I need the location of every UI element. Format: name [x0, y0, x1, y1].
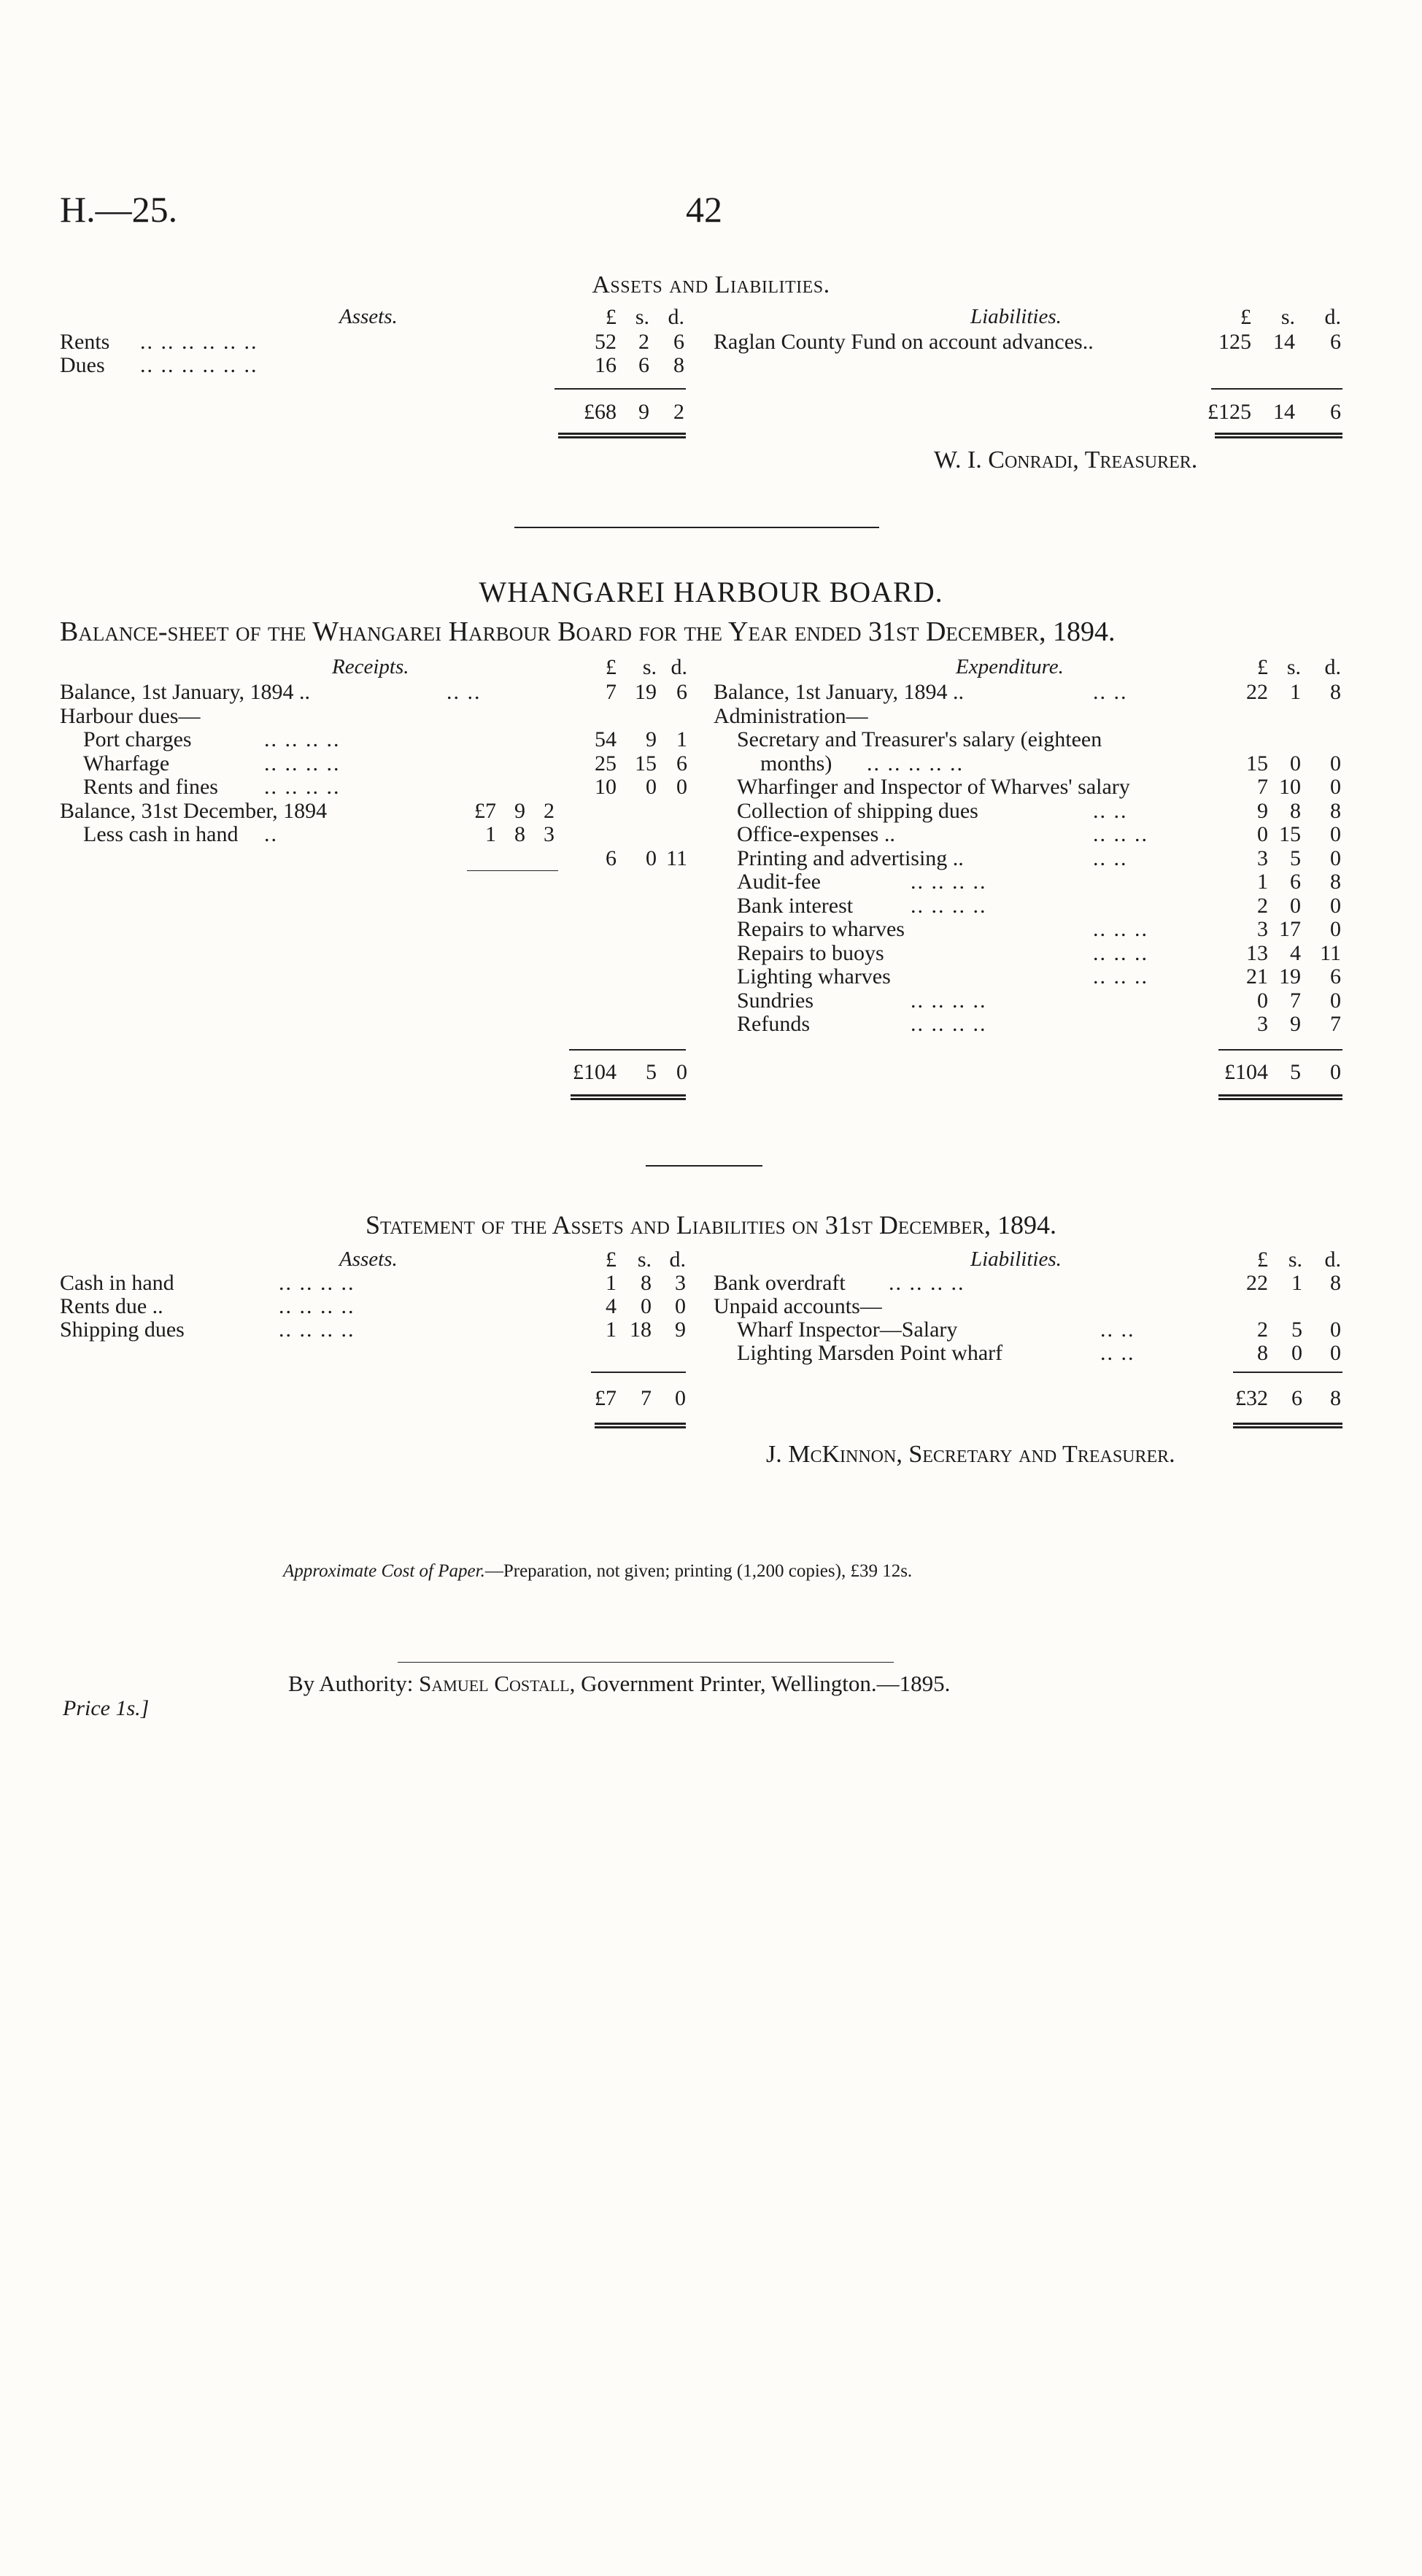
liability-label: Wharf Inspector—Salary — [737, 1318, 958, 1342]
total-amount: 6 — [1330, 400, 1341, 424]
expenditure-amount: 19 — [1279, 964, 1301, 989]
receipt-row — [60, 727, 702, 751]
expenditure-amount: 11 — [1320, 940, 1341, 965]
expenditure-row — [714, 799, 1356, 823]
leader-dots: .. .. .. .. — [264, 775, 341, 799]
receipt-amount: 0 — [646, 846, 657, 870]
currency-unit: £ — [606, 655, 617, 679]
asset-amount: 6 — [638, 353, 649, 377]
total-amount: 2 — [673, 400, 684, 424]
expenditure-label: Balance, 1st January, 1894 .. — [714, 680, 964, 704]
section-divider — [646, 1165, 762, 1167]
board-heading: WHANGAREI HARBOUR BOARD. — [479, 576, 943, 608]
liabilities-heading: Liabilities. — [970, 305, 1062, 328]
expenditure-amount: 4 — [1290, 940, 1301, 965]
total-amount: 0 — [675, 1386, 686, 1410]
expenditure-amount: 13 — [1246, 940, 1268, 965]
asset-row — [60, 330, 687, 354]
expenditure-label: Secretary and Treasurer's salary (eighteen — [737, 727, 1102, 751]
asset-row — [60, 1271, 702, 1295]
total-amount: £104 — [573, 1060, 617, 1084]
total-amount: 14 — [1273, 400, 1295, 424]
expenditure-amount: 0 — [1330, 775, 1341, 799]
leader-dots: .. .. .. — [1093, 822, 1148, 846]
leader-dots: .. .. .. — [1093, 940, 1148, 965]
receipt-label: Port charges — [83, 727, 192, 751]
currency-unit: d. — [671, 655, 687, 679]
total-amount: 5 — [646, 1060, 657, 1084]
receipt-amount: 6 — [676, 680, 687, 704]
expenditure-label: Audit-fee — [737, 870, 821, 894]
expenditure-row — [714, 775, 1356, 799]
liability-amount: 22 — [1246, 1271, 1268, 1295]
asset-amount: 0 — [675, 1294, 686, 1318]
receipt-row — [60, 704, 702, 728]
liability-label: Bank overdraft — [714, 1271, 846, 1295]
printer-name: Samuel Costall — [419, 1671, 570, 1696]
receipt-amount: 11 — [666, 846, 687, 870]
expenditure-amount: 1 — [1257, 870, 1268, 894]
receipt-row — [60, 751, 702, 775]
total-amount: 5 — [1290, 1060, 1301, 1084]
leader-dots: .. .. .. — [1093, 964, 1148, 989]
expenditure-row — [714, 1012, 1356, 1036]
secretary-signature: J. McKinnon, Secretary and Treasurer. — [766, 1441, 1175, 1468]
receipt-amount: 6 — [676, 751, 687, 775]
total-amount: 0 — [676, 1060, 687, 1084]
currency-unit: £ — [606, 305, 617, 329]
subtotal-rule — [1233, 1372, 1342, 1373]
expenditure-amount: 9 — [1290, 1012, 1301, 1036]
currency-unit: d. — [1324, 655, 1341, 679]
liability-amount: 8 — [1330, 1271, 1341, 1295]
expenditure-amount: 15 — [1279, 822, 1301, 846]
expenditure-amount: 0 — [1330, 822, 1341, 846]
expenditure-amount: 8 — [1330, 798, 1341, 823]
currency-unit: d. — [1324, 305, 1341, 329]
receipt-amount: 15 — [635, 751, 657, 775]
leader-dots: .. .. .. .. — [911, 988, 987, 1013]
receipt-amount: 0 — [676, 775, 687, 799]
expenditure-label: Repairs to buoys — [737, 940, 884, 965]
currency-header — [1211, 655, 1357, 679]
expenditure-amount: 22 — [1246, 680, 1268, 704]
total-amount: 6 — [1291, 1386, 1302, 1410]
total-amount: £125 — [1207, 400, 1251, 424]
liability-label: Lighting Marsden Point wharf — [737, 1341, 1003, 1365]
receipt-row — [60, 680, 702, 704]
expenditure-amount: 0 — [1257, 988, 1268, 1013]
leader-dots: .. .. .. .. — [889, 1271, 965, 1295]
receipt-label: Less cash in hand — [83, 822, 239, 846]
asset-amount: 4 — [606, 1294, 617, 1318]
assets-total — [554, 1386, 700, 1410]
total-amount: £7 — [595, 1386, 617, 1410]
liability-label: Raglan County Fund on account advances.. — [714, 330, 1094, 354]
total-amount: £68 — [584, 400, 617, 424]
expenditure-amount: 2 — [1257, 893, 1268, 918]
expenditure-label: months) — [760, 751, 832, 775]
inner-amount: 2 — [544, 798, 554, 823]
leader-dots: .. .. .. .. — [264, 727, 341, 751]
authority-suffix: , Government Printer, Wellington.—1895. — [569, 1671, 951, 1696]
expenditure-amount: 0 — [1290, 751, 1301, 775]
expenditure-amount: 7 — [1257, 775, 1268, 799]
receipt-amount: 19 — [635, 680, 657, 704]
total-amount: 9 — [638, 400, 649, 424]
asset-amount: 1 — [606, 1271, 617, 1295]
subtotal-rule — [591, 1372, 686, 1373]
leader-dots: .. .. .. .. — [279, 1294, 355, 1318]
liability-amount: 8 — [1257, 1341, 1268, 1365]
currency-unit: £ — [1257, 1248, 1268, 1272]
leader-dots: .. .. .. .. .. .. — [140, 330, 258, 354]
expenditure-row — [714, 964, 1356, 989]
asset-amount: 3 — [675, 1271, 686, 1295]
inner-amount: 1 — [485, 822, 496, 846]
currency-header — [554, 655, 700, 679]
receipt-label: Rents and fines — [83, 775, 218, 799]
asset-amount: 52 — [595, 330, 617, 354]
inner-amount: 9 — [514, 798, 525, 823]
expenditure-label: Repairs to wharves — [737, 917, 905, 941]
assets-heading: Assets. — [339, 1248, 398, 1271]
currency-header — [554, 305, 700, 329]
leader-dots: .. .. .. .. — [911, 893, 987, 918]
currency-unit: £ — [606, 1248, 617, 1272]
total-amount: 0 — [1330, 1060, 1341, 1084]
receipt-amount: 7 — [606, 680, 617, 704]
currency-unit: £ — [1257, 655, 1268, 679]
currency-unit: s. — [1286, 655, 1301, 679]
assets-heading: Assets. — [339, 305, 398, 328]
receipt-amount: 9 — [646, 727, 657, 751]
subtotal-rule — [554, 388, 686, 390]
subtotal-rule — [1211, 388, 1342, 390]
expenditure-label: Collection of shipping dues — [737, 798, 978, 823]
receipt-label: Balance, 31st December, 1894 — [60, 798, 328, 823]
liability-amount: 125 — [1218, 330, 1251, 354]
liability-amount: 0 — [1330, 1341, 1341, 1365]
receipt-amount: 1 — [676, 727, 687, 751]
expenditure-amount: 7 — [1290, 988, 1301, 1013]
total-amount: 8 — [1330, 1386, 1341, 1410]
asset-amount: 9 — [675, 1318, 686, 1342]
expenditure-row — [714, 989, 1356, 1013]
receipts-heading: Receipts. — [332, 655, 409, 678]
expenditure-amount: 7 — [1330, 1012, 1341, 1036]
asset-amount: 0 — [641, 1294, 652, 1318]
currency-unit: s. — [1280, 305, 1295, 329]
liability-amount: 0 — [1330, 1318, 1341, 1342]
expenditure-heading: Expenditure. — [956, 655, 1064, 678]
leader-dots: .. .. .. .. .. — [867, 751, 964, 775]
liability-amount: 14 — [1273, 330, 1295, 354]
assets-liabilities-title: Assets and Liabilities. — [592, 271, 830, 298]
currency-unit: d. — [668, 305, 684, 329]
expenditure-amount: 8 — [1290, 798, 1301, 823]
expenditure-row — [714, 846, 1356, 870]
liability-row — [714, 1341, 1356, 1365]
receipts-total — [554, 1060, 700, 1084]
price: Price 1s.] — [63, 1696, 150, 1720]
liability-amount: 1 — [1291, 1271, 1302, 1295]
expenditure-row — [714, 680, 1356, 704]
expenditure-amount: 0 — [1330, 917, 1341, 941]
leader-dots: .. .. — [1100, 1341, 1135, 1365]
currency-header — [554, 1248, 700, 1272]
currency-unit: s. — [635, 305, 649, 329]
section-divider — [514, 527, 879, 528]
liabilities-total — [1197, 400, 1342, 424]
expenditure-row — [714, 894, 1356, 918]
leader-dots: .. — [264, 822, 278, 846]
liability-amount: 6 — [1330, 330, 1341, 354]
expenditure-label: Printing and advertising .. — [737, 846, 964, 870]
subtotal-rule — [1218, 1049, 1342, 1051]
asset-amount: 8 — [641, 1271, 652, 1295]
liability-amount: 0 — [1291, 1341, 1302, 1365]
expenditure-row — [714, 941, 1356, 965]
footer-divider — [398, 1662, 894, 1663]
currency-unit: s. — [642, 655, 657, 679]
receipt-row — [60, 846, 702, 870]
asset-label: Shipping dues — [60, 1318, 185, 1342]
expenditure-row — [714, 917, 1356, 941]
expenditure-amount: 6 — [1330, 964, 1341, 989]
currency-header — [1211, 1248, 1357, 1272]
receipt-amount: 25 — [595, 751, 617, 775]
expenditure-amount: 0 — [1257, 822, 1268, 846]
expenditure-amount: 0 — [1330, 988, 1341, 1013]
liabilities-total — [1211, 1386, 1357, 1410]
subtotal-rule — [467, 870, 558, 871]
authority-prefix: By Authority: — [288, 1671, 414, 1696]
leader-dots: .. .. — [1093, 680, 1128, 704]
inner-amount: £7 — [474, 798, 496, 823]
expenditure-amount: 1 — [1290, 680, 1301, 704]
leader-dots: .. .. .. .. — [264, 751, 341, 775]
leader-dots: .. .. — [1093, 846, 1128, 870]
total-amount: £32 — [1235, 1386, 1268, 1410]
total-double-rule — [595, 1423, 686, 1428]
expenditure-label: Sundries — [737, 988, 814, 1013]
expenditure-row — [714, 704, 1356, 728]
total-double-rule — [558, 433, 686, 438]
asset-amount: 16 — [595, 353, 617, 377]
asset-amount: 1 — [606, 1318, 617, 1342]
receipt-amount: 6 — [606, 846, 617, 870]
asset-amount: 2 — [638, 330, 649, 354]
expenditure-amount: 21 — [1246, 964, 1268, 989]
leader-dots: .. .. .. .. — [911, 870, 987, 894]
leader-dots: .. .. — [447, 680, 482, 704]
receipt-amount: 0 — [646, 775, 657, 799]
expenditure-row — [714, 822, 1356, 846]
currency-unit: s. — [637, 1248, 652, 1272]
expenditure-amount: 3 — [1257, 917, 1268, 941]
subtotal-rule — [569, 1049, 686, 1051]
expenditure-row — [714, 727, 1356, 751]
document-reference: H.—25. — [60, 189, 178, 230]
expenditure-amount: 3 — [1257, 1012, 1268, 1036]
expenditure-amount: 5 — [1290, 846, 1301, 870]
liability-amount: 5 — [1291, 1318, 1302, 1342]
asset-label: Rents due .. — [60, 1294, 163, 1318]
asset-amount: 6 — [673, 330, 684, 354]
expenditure-label: Office-expenses .. — [737, 822, 895, 846]
liabilities-heading: Liabilities. — [970, 1248, 1062, 1271]
expenditure-amount: 8 — [1330, 680, 1341, 704]
cost-label: Approximate Cost of Paper. — [283, 1561, 485, 1581]
total-double-rule — [571, 1094, 686, 1100]
total-double-rule — [1233, 1423, 1342, 1428]
liability-row — [714, 330, 1348, 354]
currency-header — [1197, 305, 1342, 329]
total-amount: 7 — [641, 1386, 652, 1410]
liability-amount: 2 — [1257, 1318, 1268, 1342]
leader-dots: .. .. .. .. .. .. — [140, 353, 258, 377]
expenditure-amount: 10 — [1279, 775, 1301, 799]
statement-title: Statement of the Assets and Liabilities on 31st December, 1894. — [365, 1210, 1056, 1239]
balance-sheet-title: Balance-sheet of the Whangarei Harbour Board for the Year ended 31st December, 1894. — [60, 616, 1116, 647]
leader-dots: .. .. — [1093, 798, 1128, 823]
expenditure-amount: 3 — [1257, 846, 1268, 870]
expenditure-amount: 17 — [1279, 917, 1301, 941]
receipt-label: Balance, 1st January, 1894 .. — [60, 680, 310, 704]
cost-text: —Preparation, not given; printing (1,200 copies), £39 12s. — [484, 1561, 913, 1581]
asset-amount: 8 — [673, 353, 684, 377]
asset-row — [60, 1294, 702, 1318]
receipt-label: Wharfage — [83, 751, 170, 775]
expenditure-row — [714, 870, 1356, 894]
receipt-row — [60, 775, 702, 799]
expenditure-amount: 8 — [1330, 870, 1341, 894]
liability-row — [714, 1318, 1356, 1342]
expenditure-label: Refunds — [737, 1012, 810, 1036]
expenditure-amount: 15 — [1246, 751, 1268, 775]
treasurer-signature: W. I. Conradi, Treasurer. — [934, 446, 1198, 473]
currency-unit: £ — [1240, 305, 1251, 329]
leader-dots: .. .. .. .. — [279, 1318, 355, 1342]
expenditure-label: Administration— — [714, 703, 868, 728]
liability-label: Unpaid accounts— — [714, 1294, 882, 1318]
total-double-rule — [1218, 1094, 1342, 1100]
leader-dots: .. .. .. — [1093, 917, 1148, 941]
leader-dots: .. .. .. .. — [911, 1012, 987, 1036]
receipt-amount: 54 — [595, 727, 617, 751]
asset-row — [60, 1318, 702, 1342]
receipt-row — [60, 822, 702, 846]
page-number: 42 — [686, 189, 722, 230]
receipt-row — [60, 799, 702, 823]
total-amount: £104 — [1224, 1060, 1268, 1084]
expenditure-amount: 6 — [1290, 870, 1301, 894]
expenditure-label: Lighting wharves — [737, 964, 891, 989]
leader-dots: .. .. .. .. — [279, 1271, 355, 1295]
currency-unit: d. — [1324, 1248, 1341, 1272]
expenditure-amount: 0 — [1330, 846, 1341, 870]
asset-label: Dues — [60, 353, 105, 377]
inner-amount: 3 — [544, 822, 554, 846]
expenditure-label: Bank interest — [737, 893, 854, 918]
expenditure-amount: 0 — [1290, 893, 1301, 918]
currency-unit: s. — [1288, 1248, 1302, 1272]
cost-of-paper-note — [283, 1561, 912, 1582]
liability-row — [714, 1294, 1356, 1318]
asset-label: Rents — [60, 330, 110, 354]
expenditure-amount: 0 — [1330, 751, 1341, 775]
expenditure-row — [714, 751, 1356, 775]
expenditure-amount: 0 — [1330, 893, 1341, 918]
receipt-amount: 10 — [595, 775, 617, 799]
leader-dots: .. .. — [1100, 1318, 1135, 1342]
expenditure-total — [1211, 1060, 1357, 1084]
expenditure-amount: 9 — [1257, 798, 1268, 823]
liability-row — [714, 1271, 1356, 1295]
asset-amount: 18 — [630, 1318, 652, 1342]
expenditure-label: Wharfinger and Inspector of Wharves' salary — [737, 775, 1130, 799]
total-double-rule — [1215, 433, 1342, 438]
receipt-label: Harbour dues— — [60, 703, 201, 728]
asset-row — [60, 353, 687, 377]
assets-total — [554, 400, 700, 424]
asset-label: Cash in hand — [60, 1271, 174, 1295]
inner-amount: 8 — [514, 822, 525, 846]
printer-authority — [288, 1671, 950, 1697]
currency-unit: d. — [669, 1248, 686, 1272]
